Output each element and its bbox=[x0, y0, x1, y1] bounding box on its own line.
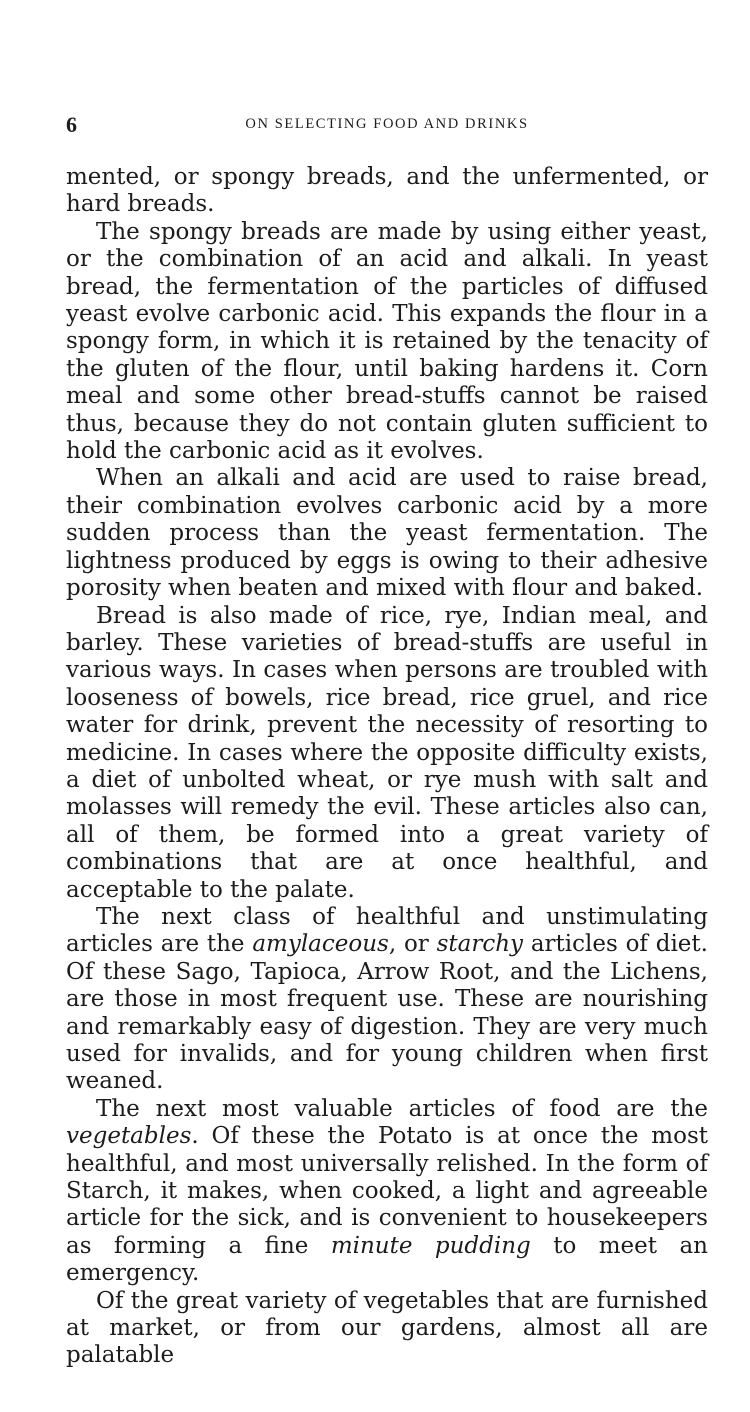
text-run: The next class of healthful and unstimulating articles are the bbox=[66, 903, 708, 958]
text-run: The spongy breads are made by using either yeast, or the combination of an acid and alkali. In yeast bread, the fermentation of the particles of diffused yeast evolve carbonic acid. This expands the flour in a spongy form, in which it is retained by the tenacity of the gluten of the flour, until baking hardens it. Corn meal and some other bread-stuffs cannot be raised thus, because they do not contain gluten sufficient to hold the carbonic acid as it evolves. bbox=[66, 218, 708, 465]
text-run: mented, or spongy breads, and the unfermented, or hard breads. bbox=[66, 164, 708, 218]
paragraph bbox=[66, 164, 708, 219]
running-head bbox=[66, 112, 708, 142]
text-run: Of the great variety of vegetables that are furnished at market, or from our gardens, almost all are palatable bbox=[66, 1287, 708, 1369]
text-run: The next most valuable articles of food are the bbox=[96, 1095, 708, 1122]
italic-text: starchy bbox=[436, 931, 524, 958]
italic-text: vegetables bbox=[66, 1123, 192, 1150]
paragraph bbox=[66, 1096, 708, 1288]
text-run: When an alkali and acid are used to raise bread, their combination evolves carbonic acid by a more sudden process than the yeast fermentation. The lightness produced by eggs is owing to their adhesive porosity when beaten and mixed with flour and baked. bbox=[66, 465, 708, 602]
running-title: ON SELECTING FOOD AND DRINKS bbox=[245, 116, 529, 132]
paragraph bbox=[66, 904, 708, 1096]
text-run: to meet an emergency. bbox=[66, 1232, 708, 1287]
page-number: 6 bbox=[66, 112, 77, 137]
text-run: Bread is also made of rice, rye, Indian meal, and barley. These varieties of bread-stuffs are useful in various ways. In cases when persons are troubled with looseness of bowels, rice bread, rice gruel, and rice water for drink, prevent the necessity of resorting to medicine. In cases where the opposite difficulty exists, a diet of unbolted wheat, or rye mush with salt and molasses will remedy the evil. These articles also can, all of them, be formed into a great variety of combinations that are at once healthful, and acceptable to the palate. bbox=[66, 602, 708, 903]
body-text bbox=[66, 164, 708, 1370]
paragraph bbox=[66, 1288, 708, 1370]
paragraph bbox=[66, 465, 708, 602]
paragraph bbox=[66, 219, 708, 466]
text-run: , or bbox=[388, 931, 437, 958]
book-page bbox=[66, 112, 708, 1370]
italic-text: minute pudding bbox=[330, 1232, 531, 1259]
text-run: articles of diet. Of these Sago, Tapioca, Arrow Root, and the Lichens, are those in most frequent use. These are nourishing and remarkably easy of digestion. They are very much used for invalids, and for young children when first weaned. bbox=[66, 931, 708, 1095]
paragraph bbox=[66, 603, 708, 904]
text-run: . Of these the Potato is at once the most healthful, and most universally relished. In the form of Starch, it makes, when cooked, a light and agreeable article for the sick, and is convenient to housekeepers as forming a fine bbox=[66, 1123, 708, 1259]
italic-text: amylaceous bbox=[252, 931, 389, 958]
